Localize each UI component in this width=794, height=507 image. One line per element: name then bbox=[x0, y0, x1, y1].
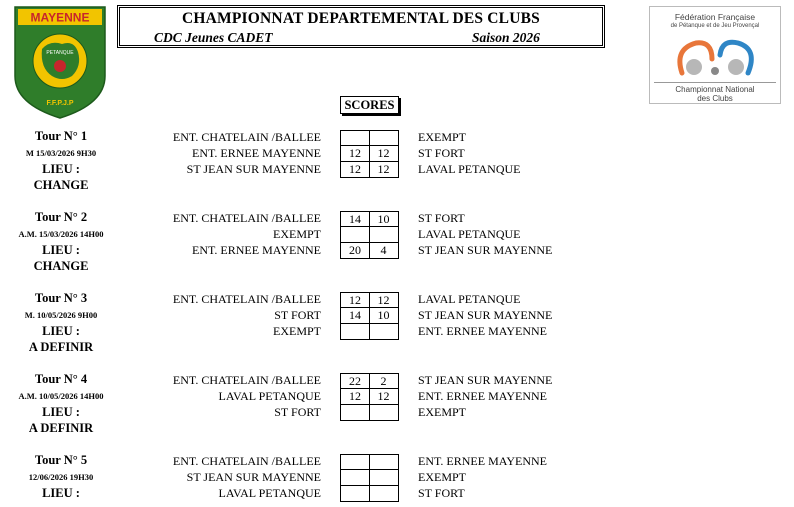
scores-heading: SCORES bbox=[340, 96, 399, 114]
home-team: ENT. ERNEE MAYENNE bbox=[192, 243, 321, 257]
home-team: LAVAL PETANQUE bbox=[218, 389, 321, 403]
score-away: 10 bbox=[369, 308, 399, 324]
score-away bbox=[369, 454, 399, 470]
away-team: ENT. ERNEE MAYENNE bbox=[418, 389, 547, 403]
home-team: ST FORT bbox=[274, 405, 321, 419]
away-team: EXEMPT bbox=[418, 470, 466, 484]
ffpjp-championship-line1: Championnat National bbox=[675, 85, 755, 94]
ffpjp-championship-line2: des Clubs bbox=[697, 94, 733, 103]
round-date: M. 10/05/2026 9H00 bbox=[24, 310, 98, 320]
round-date: A.M. 10/05/2026 14H00 bbox=[18, 391, 104, 401]
home-team: ENT. CHATELAIN /BALLEE bbox=[172, 373, 321, 387]
home-team: ST FORT bbox=[274, 308, 321, 322]
home-team: ST JEAN SUR MAYENNE bbox=[186, 162, 321, 176]
page-title: CHAMPIONNAT DEPARTEMENTAL DES CLUBS bbox=[182, 10, 540, 27]
score-away bbox=[369, 470, 399, 486]
score-home bbox=[340, 130, 370, 146]
round-date: M 15/03/2026 9H30 bbox=[25, 148, 97, 158]
lieu-value: A DEFINIR bbox=[28, 421, 94, 435]
round-label: Tour N° 4 bbox=[34, 372, 88, 386]
round-label: Tour N° 5 bbox=[34, 453, 88, 467]
score-home: 20 bbox=[340, 243, 370, 259]
round-label: Tour N° 1 bbox=[34, 129, 88, 143]
mayenne-logo bbox=[12, 4, 108, 120]
away-team: ST FORT bbox=[418, 211, 465, 225]
score-home: 12 bbox=[340, 292, 370, 308]
score-home bbox=[340, 470, 370, 486]
ffpjp-logo bbox=[649, 6, 781, 104]
round-date: A.M. 15/03/2026 14H00 bbox=[18, 229, 104, 239]
score-home: 12 bbox=[340, 146, 370, 162]
away-team: LAVAL PETANQUE bbox=[418, 292, 521, 306]
away-team: ST JEAN SUR MAYENNE bbox=[418, 308, 553, 322]
logo-top-text: MAYENNE bbox=[30, 10, 90, 25]
score-away: 4 bbox=[369, 243, 399, 259]
score-away bbox=[369, 130, 399, 146]
away-team: ENT. ERNEE MAYENNE bbox=[418, 454, 547, 468]
away-team: ST FORT bbox=[418, 146, 465, 160]
season-label: Saison 2026 bbox=[472, 30, 540, 45]
logo-center-text: PETANQUE bbox=[46, 50, 74, 56]
home-team: ENT. CHATELAIN /BALLEE bbox=[172, 454, 321, 468]
lieu-label: LIEU : bbox=[42, 405, 80, 419]
score-away: 12 bbox=[369, 146, 399, 162]
home-team: ST JEAN SUR MAYENNE bbox=[186, 470, 321, 484]
away-team: EXEMPT bbox=[418, 130, 466, 144]
round-label: Tour N° 3 bbox=[34, 291, 88, 305]
score-home: 14 bbox=[340, 308, 370, 324]
score-away bbox=[369, 227, 399, 243]
score-home: 14 bbox=[340, 211, 370, 227]
lieu-label: LIEU : bbox=[42, 324, 80, 338]
score-home: 12 bbox=[340, 162, 370, 178]
round-date: 12/06/2026 19H30 bbox=[28, 472, 94, 482]
lieu-value: CHANGE bbox=[33, 178, 89, 192]
score-home: 22 bbox=[340, 373, 370, 389]
score-away bbox=[369, 324, 399, 340]
away-team: LAVAL PETANQUE bbox=[418, 162, 521, 176]
score-home bbox=[340, 227, 370, 243]
ffpjp-emblem-icon bbox=[672, 35, 760, 81]
score-away: 10 bbox=[369, 211, 399, 227]
score-home: 12 bbox=[340, 389, 370, 405]
round-label: Tour N° 2 bbox=[34, 210, 88, 224]
away-team: EXEMPT bbox=[418, 405, 466, 419]
lieu-value: A DEFINIR bbox=[28, 340, 94, 354]
home-team: ENT. CHATELAIN /BALLEE bbox=[172, 292, 321, 306]
score-home bbox=[340, 405, 370, 421]
home-team: EXEMPT bbox=[273, 324, 321, 338]
score-away bbox=[369, 486, 399, 502]
header-box bbox=[117, 5, 605, 48]
away-team: ST JEAN SUR MAYENNE bbox=[418, 373, 553, 387]
lieu-label: LIEU : bbox=[42, 243, 80, 257]
away-team: ENT. ERNEE MAYENNE bbox=[418, 324, 547, 338]
score-away: 2 bbox=[369, 373, 399, 389]
lieu-label: LIEU : bbox=[42, 162, 80, 176]
home-team: ENT. CHATELAIN /BALLEE bbox=[172, 130, 321, 144]
score-away: 12 bbox=[369, 389, 399, 405]
away-team: ST JEAN SUR MAYENNE bbox=[418, 243, 553, 257]
score-home bbox=[340, 324, 370, 340]
away-team: ST FORT bbox=[418, 486, 465, 500]
home-team: ENT. ERNEE MAYENNE bbox=[192, 146, 321, 160]
ffpjp-name-line1: Fédération Française bbox=[674, 12, 756, 22]
ffpjp-name-line2: de Pétanque et de Jeu Provençal bbox=[670, 23, 760, 29]
score-away bbox=[369, 405, 399, 421]
logo-bottom-text: F.F.P.J.P bbox=[46, 100, 74, 107]
home-team: EXEMPT bbox=[273, 227, 321, 241]
home-team: ENT. CHATELAIN /BALLEE bbox=[172, 211, 321, 225]
away-team: LAVAL PETANQUE bbox=[418, 227, 521, 241]
score-home bbox=[340, 486, 370, 502]
lieu-label: LIEU : bbox=[42, 486, 80, 500]
score-away: 12 bbox=[369, 162, 399, 178]
score-away: 12 bbox=[369, 292, 399, 308]
category-subtitle: CDC Jeunes CADET bbox=[154, 30, 273, 45]
score-home bbox=[340, 454, 370, 470]
home-team: LAVAL PETANQUE bbox=[218, 486, 321, 500]
lieu-value: CHANGE bbox=[33, 259, 89, 273]
